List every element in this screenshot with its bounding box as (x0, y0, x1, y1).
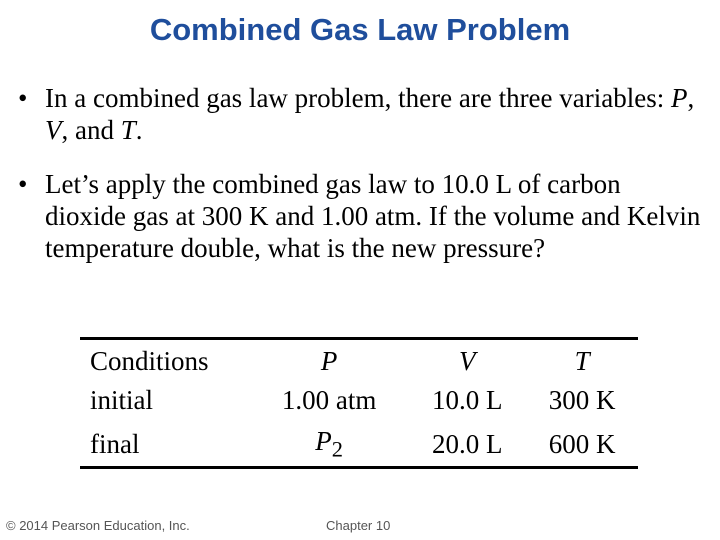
header-volume: V (408, 339, 526, 382)
header-conditions: Conditions (80, 339, 250, 382)
bullet-variables (18, 82, 708, 146)
separator: , (687, 83, 695, 113)
volume-value: 10.0 L (431, 385, 503, 415)
header-temperature: T (526, 339, 638, 382)
bullet-problem (18, 168, 708, 264)
pressure-value: 1.00 atm (281, 385, 377, 415)
bullet-text-prefix: In a combined gas law problem, there are three variables: (45, 83, 671, 113)
bullet-marker: • (18, 169, 28, 199)
temperature-value: 300 K (548, 385, 616, 415)
table-header-row (80, 339, 638, 382)
bullet-text: Let’s apply the combined gas law to 10.0 L of carbon dioxide gas at 300 K and 1.00 atm. If the volume and Kelvin temperature double, what is the new pressure? (45, 169, 701, 263)
separator: , and (61, 115, 121, 145)
variable-t: T (120, 115, 136, 145)
variable-v: V (45, 115, 62, 145)
pressure-subscript: 2 (331, 436, 343, 462)
footer-chapter: Chapter 10 (326, 518, 391, 533)
header-pressure: P (250, 339, 408, 382)
footer-copyright: © 2014 Pearson Education, Inc. (6, 518, 190, 533)
variable-p: P (670, 83, 688, 113)
bullet-text-suffix: . (135, 115, 143, 145)
pressure-symbol: P (315, 426, 332, 456)
table-row-final (80, 422, 638, 468)
table-row-initial (80, 381, 638, 422)
pressure-value (250, 422, 408, 468)
temperature-value: 600 K (526, 422, 638, 468)
slide-title: Combined Gas Law Problem (149, 12, 571, 47)
volume-value: 20.0 L (408, 422, 526, 468)
conditions-table (80, 337, 638, 469)
bullet-marker: • (18, 83, 28, 113)
row-label: final (80, 422, 250, 468)
row-label: initial (90, 385, 153, 415)
bullet-list (18, 82, 708, 286)
